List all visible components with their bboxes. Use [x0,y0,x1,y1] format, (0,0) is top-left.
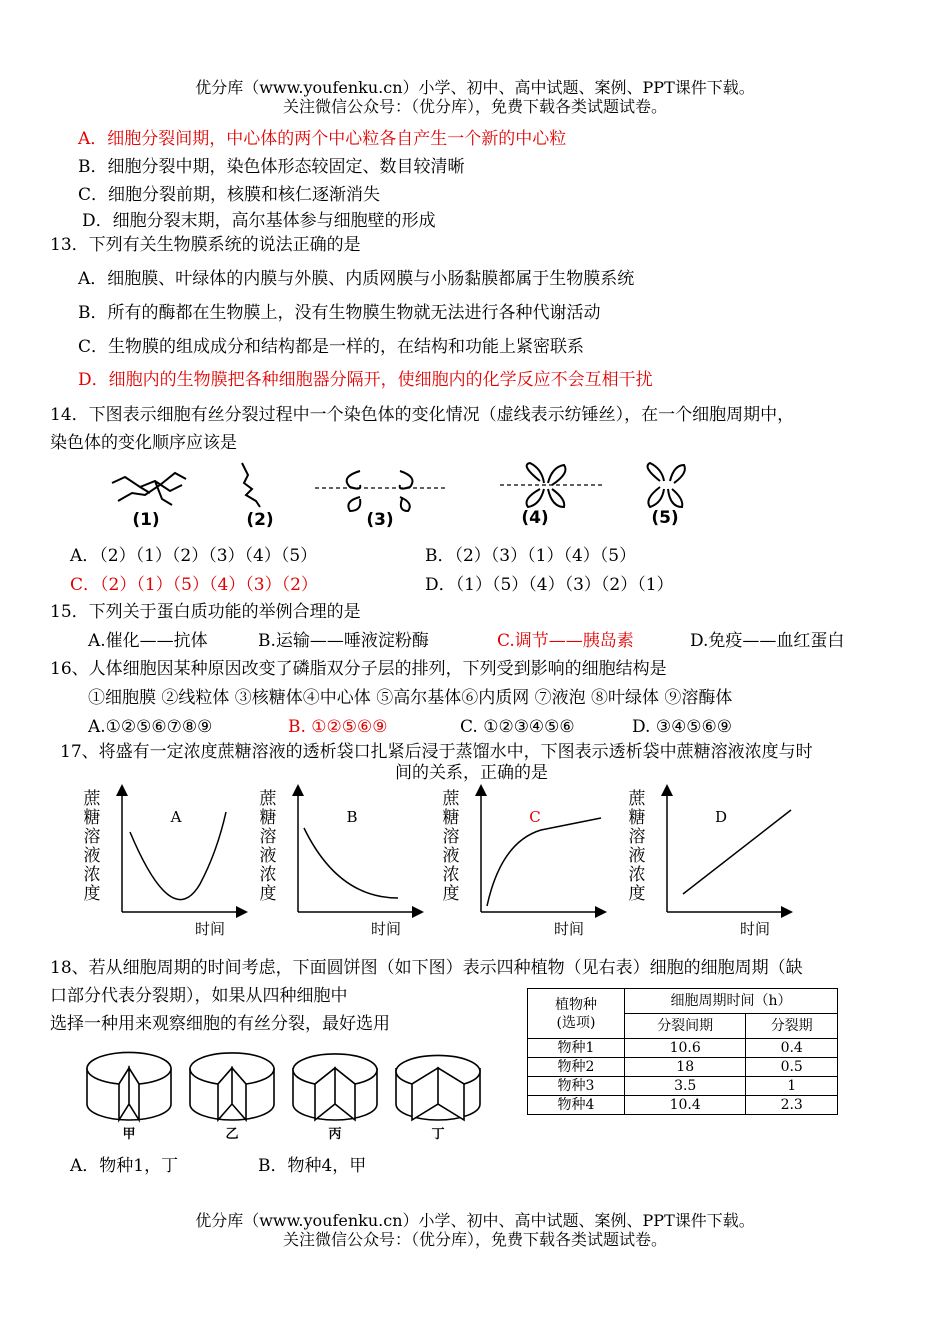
figure-label-4: (4) [521,508,549,528]
y-label-char: 溶 [442,827,460,847]
q13-option-b: B．所有的酶都在生物膜上，没有生物膜生物就无法进行各种代谢活动 [78,303,601,323]
y-label-char: 液 [628,846,646,866]
q15-option-a: A.催化——抗体 [88,631,208,651]
q17-graphs [0,782,950,942]
q13-stem: 13．下列有关生物膜系统的说法正确的是 [50,235,361,255]
graph-C [443,789,602,938]
pie-4 [396,1055,480,1142]
q15-option-b: B.运输——唾液淀粉酶 [258,631,429,651]
q12-option-d: D．细胞分裂末期，高尔基体参与细胞壁的形成 [82,211,436,231]
cell-cycle-table [527,988,838,1115]
q14-option-d: D．（1）（5）（4）（3）（2）（1） [425,575,674,595]
y-label-char: 蔗 [628,789,646,809]
curve-B [304,828,398,898]
table-header-mitosis: 分裂期 [746,1014,838,1039]
figure-label-3: (3) [366,510,394,530]
y-label-char: 浓 [442,865,460,885]
y-label-char: 糖 [83,808,101,828]
pie-1 [87,1052,171,1142]
q13-option-c: C．生物膜的组成成分和结构都是一样的，在结构和功能上紧密联系 [78,337,585,357]
chromosome-3 [347,471,413,511]
table-header-cycle-time: 细胞周期时间（h） [625,989,838,1014]
chromosome-2 [242,463,260,507]
y-label-char: 液 [259,846,277,866]
q15-option-c: C.调节——胰岛素 [497,631,634,651]
figure-label-2: (2) [246,510,274,530]
y-label-char: 浓 [259,865,277,885]
y-label-char: 度 [83,884,101,904]
q13-option-d: D．细胞内的生物膜把各种细胞器分隔开，使细胞内的化学反应不会互相干扰 [78,370,653,390]
chromosome-1 [112,473,186,505]
q12-option-c: C．细胞分裂前期，核膜和核仁逐渐消失 [78,185,381,205]
y-label-char: 度 [628,884,646,904]
footer-line-1: 优分库（www.youfenku.cn）小学、初中、高中试题、案例、PPT课件下载。 [195,1211,755,1230]
q16-option-b: B. ①②⑤⑥⑨ [288,717,388,737]
q14-option-c: C．（2）（1）（5）（4）（3）（2） [70,575,318,595]
q17-stem-line-2: 间的关系，正确的是 [395,763,548,783]
graph-letter: D [714,808,728,826]
y-label-char: 蔗 [259,789,277,809]
y-label-char: 蔗 [442,789,460,809]
table-row: 物种3 3.5 1 [528,1077,838,1096]
q14-stem-line-1: 14．下图表示细胞有丝分裂过程中一个染色体的变化情况（虚线表示纺锤丝），在一个细胞周期中， [50,405,795,425]
q18-option-a: A．物种1，丁 [70,1156,179,1176]
q14-option-b: B．（2）（3）（1）（4）（5） [425,546,637,566]
q18-stem-line-2: 口部分代表分裂期），如果从四种细胞中 [50,986,348,1006]
y-label-char: 液 [442,846,460,866]
pie-label: 丁 [431,1127,445,1142]
table-row: 物种2 18 0.5 [528,1058,838,1077]
q15-option-d: D.免疫——血红蛋白 [690,631,845,651]
graph-A [84,789,243,938]
q12-option-a: A．细胞分裂间期，中心体的两个中心粒各自产生一个新的中心粒 [78,129,567,149]
y-label-char: 浓 [83,865,101,885]
q12-option-b: B．细胞分裂中期，染色体形态较固定、数目较清晰 [78,157,465,177]
figure-label-5: (5) [651,508,679,528]
y-label-char: 糖 [259,808,277,828]
q16-structure-list: ①细胞膜 ②线粒体 ③核糖体④中心体 ⑤高尔基体⑥内质网 ⑦液泡 ⑧叶绿体 ⑨溶酶体 [88,688,733,708]
table-header-interphase: 分裂间期 [625,1014,746,1039]
q14-option-a: A．（2）（1）（2）（3）（4）（5） [70,546,318,566]
chromosome-5 [648,463,685,507]
q13-option-a: A．细胞膜、叶绿体的内膜与外膜、内质网膜与小肠黏膜都属于生物膜系统 [78,269,635,289]
y-label-char: 度 [259,884,277,904]
curve-D [683,810,791,894]
q18-stem-line-1: 18、若从细胞周期的时间考虑，下面圆饼图（如下图）表示四种植物（见右表）细胞的细胞周期（缺 [50,958,803,978]
x-label: 时间 [553,920,585,938]
pie-2 [190,1053,274,1142]
y-label-char: 溶 [259,827,277,847]
q18-stem-line-3: 选择一种用来观察细胞的有丝分裂，最好选用 [50,1014,390,1034]
y-label-char: 蔗 [83,789,101,809]
curve-C [487,818,601,906]
graph-D [629,789,792,938]
y-label-char: 溶 [83,827,101,847]
y-label-char: 糖 [442,808,460,828]
q14-stem-line-2: 染色体的变化顺序应该是 [50,433,237,453]
q16-option-d: D. ③④⑤⑥⑨ [632,717,733,737]
x-label: 时间 [739,920,771,938]
graph-letter: C [529,808,541,826]
pie-label: 丙 [328,1127,342,1142]
pie-figures [85,1040,525,1150]
y-label-char: 溶 [628,827,646,847]
q15-stem: 15．下列关于蛋白质功能的举例合理的是 [50,602,361,622]
y-label-char: 糖 [628,808,646,828]
y-label-char: 液 [83,846,101,866]
table-row: 物种4 10.4 2.3 [528,1096,838,1115]
q16-option-a: A.①②⑤⑥⑦⑧⑨ [88,717,213,737]
graph-B [260,789,419,938]
pie-3 [293,1054,377,1142]
x-label: 时间 [370,920,402,938]
graph-letter: A [170,808,182,826]
figure-label-1: (1) [132,510,160,530]
chromosome-figure [0,455,950,535]
q16-option-c: C. ①②③④⑤⑥ [460,717,575,737]
header-line-2: 关注微信公众号：（优分库），免费下载各类试题试卷。 [282,97,667,116]
q17-stem-line-1: 17、将盛有一定浓度蔗糖溶液的透析袋口扎紧后浸于蒸馏水中，下图表示透析袋中蔗糖溶液浓度与时 [60,742,813,762]
table-row: 物种1 10.6 0.4 [528,1039,838,1058]
x-label: 时间 [194,920,226,938]
pie-label: 甲 [122,1127,136,1142]
q18-option-b: B．物种4，甲 [258,1156,367,1176]
y-label-char: 浓 [628,865,646,885]
table-header-species: 植物种 (选项) [528,989,625,1039]
footer-line-2: 关注微信公众号：（优分库），免费下载各类试题试卷。 [282,1230,667,1249]
header-line-1: 优分库（www.youfenku.cn）小学、初中、高中试题、案例、PPT课件下载。 [195,78,755,97]
graph-letter: B [346,808,358,826]
pie-label: 乙 [225,1127,239,1142]
y-label-char: 度 [442,884,460,904]
q16-stem: 16、人体细胞因某种原因改变了磷脂双分子层的排列，下列受到影响的细胞结构是 [50,659,667,679]
